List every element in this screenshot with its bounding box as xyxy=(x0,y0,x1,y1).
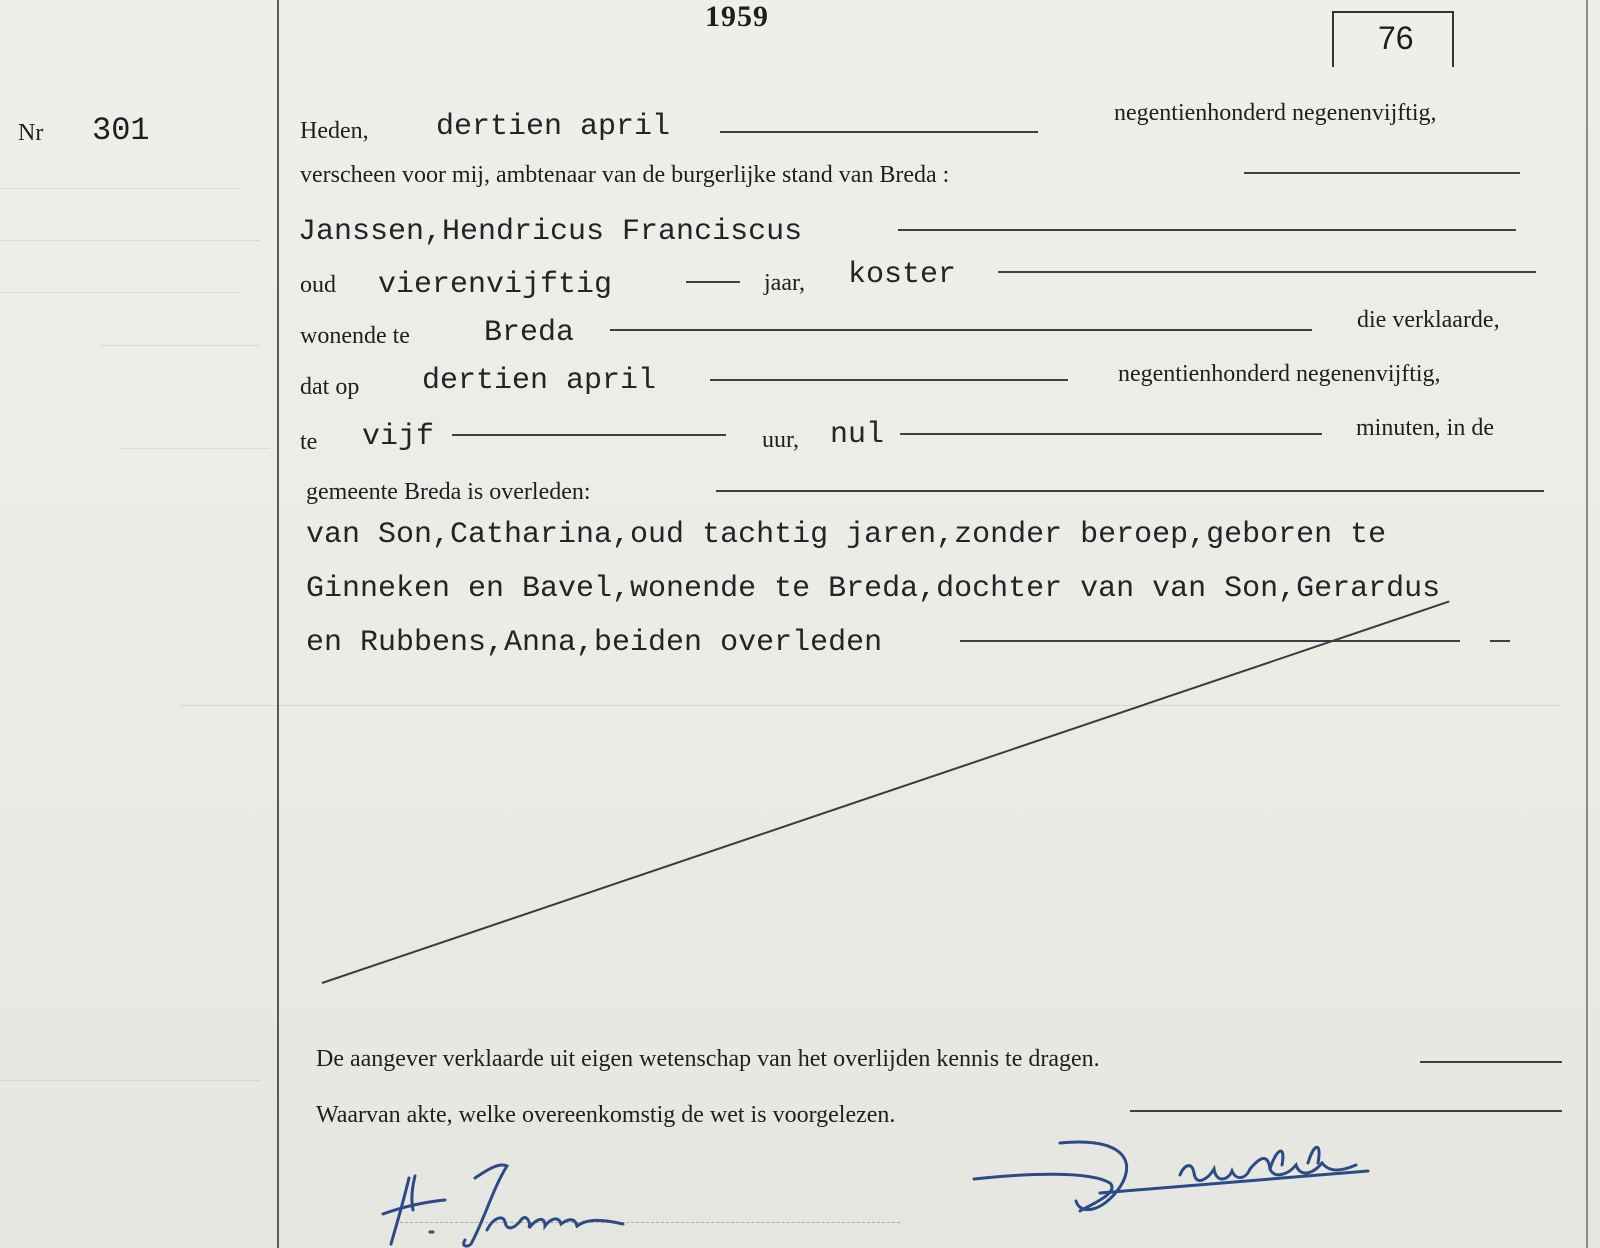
bleed-through-line xyxy=(100,345,260,346)
declarant-name: Janssen,Hendricus Franciscus xyxy=(298,215,803,249)
closing-statement: Waarvan akte, welke overeenkomstig de wet is voorgelezen. xyxy=(316,1102,896,1128)
year-words: negentienhonderd negenenvijftig, xyxy=(1114,100,1437,126)
wonende-label: wonende te xyxy=(300,323,410,349)
bleed-through-line xyxy=(120,448,270,449)
die-verklaarde: die verklaarde, xyxy=(1357,307,1500,333)
declarant-age: vierenvijftig xyxy=(378,268,613,302)
fill-rule xyxy=(898,229,1516,231)
closing-statement: De aangever verklaarde uit eigen wetenschap van het overlijden kennis te dragen. xyxy=(316,1046,1100,1072)
declarant-signature xyxy=(375,1148,655,1248)
fill-rule xyxy=(610,329,1312,331)
fill-rule xyxy=(998,271,1536,273)
bleed-through-line xyxy=(0,188,240,189)
fill-rule xyxy=(960,640,1460,642)
verscheen-text: verscheen voor mij, ambtenaar van de burgerlijke stand van Breda : xyxy=(300,162,950,188)
fill-rule xyxy=(716,490,1544,492)
uur-label: uur, xyxy=(762,427,800,453)
deceased-line: Ginneken en Bavel,wonende te Breda,dochter van van Son,Gerardus xyxy=(306,572,1441,606)
record-number: 301 xyxy=(92,112,150,149)
dat-op-label: dat op xyxy=(300,374,360,400)
heden-label: Heden, xyxy=(300,118,369,144)
jaar-label: jaar, xyxy=(764,270,806,296)
bleed-through-line xyxy=(0,1080,260,1081)
fill-rule xyxy=(1244,172,1520,174)
bleed-through-line xyxy=(0,292,240,293)
declarant-residence: Breda xyxy=(484,316,575,350)
deceased-line: en Rubbens,Anna,beiden overleden xyxy=(306,626,883,660)
death-minutes: nul xyxy=(830,418,885,452)
te-label: te xyxy=(300,429,318,455)
bleed-through-line xyxy=(0,240,260,241)
right-rule xyxy=(1586,0,1588,1248)
fill-rule xyxy=(1130,1110,1562,1112)
record-date: dertien april xyxy=(436,110,671,144)
fill-rule xyxy=(720,131,1038,133)
fill-rule xyxy=(900,433,1322,435)
folio-number: 76 xyxy=(1378,20,1414,56)
year-words: negentienhonderd negenenvijftig, xyxy=(1118,361,1441,387)
bleed-through-line xyxy=(180,705,1560,706)
year-heading: 1959 xyxy=(705,0,769,33)
fill-rule xyxy=(710,379,1068,381)
oud-label: oud xyxy=(300,272,336,298)
deceased-line: van Son,Catharina,oud tachtig jaren,zonder beroep,geboren te xyxy=(306,518,1387,552)
minuten-label: minuten, in de xyxy=(1356,415,1494,441)
fill-rule xyxy=(452,434,726,436)
signature-line xyxy=(400,1222,900,1224)
death-hour: vijf xyxy=(362,420,435,454)
gemeente-text: gemeente Breda is overleden: xyxy=(306,479,591,505)
official-signature xyxy=(970,1135,1390,1230)
fill-rule xyxy=(1420,1061,1562,1063)
fill-rule xyxy=(1490,640,1510,642)
record-number-label: Nr xyxy=(18,120,44,146)
fill-rule xyxy=(686,281,740,283)
declarant-occupation: koster xyxy=(848,258,957,292)
margin-rule xyxy=(277,0,279,1248)
death-date: dertien april xyxy=(422,364,657,398)
